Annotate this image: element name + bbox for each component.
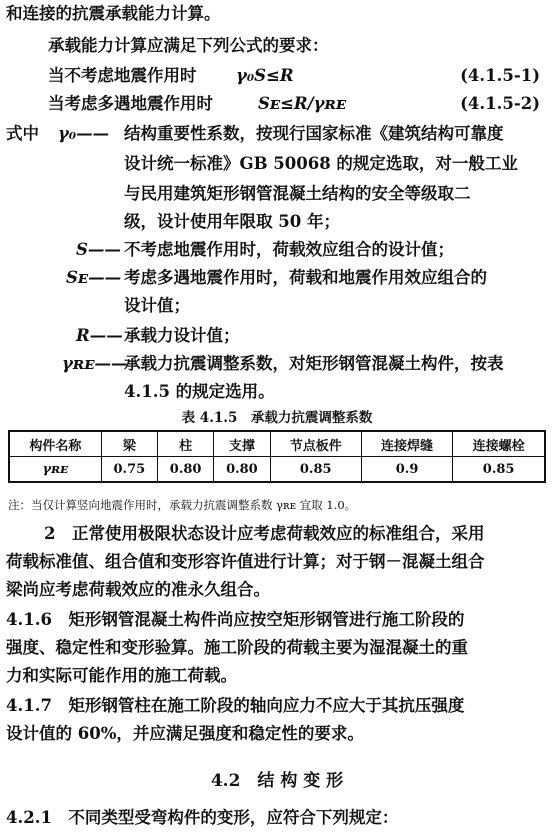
symbol-gamma-re: γʀᴇ—— bbox=[62, 354, 128, 373]
table-cell: γʀᴇ bbox=[9, 457, 101, 483]
text-line: 荷载标准值、组合值和变形容许值进行计算；对于钢－混凝土组合 bbox=[6, 552, 485, 571]
table-header-cell: 支撑 bbox=[214, 431, 270, 457]
clause-4-1-7: 4.1.7 矩形钢管柱在施工阶段的轴向应力不应大于其抗压强度 bbox=[6, 696, 465, 715]
clause-4-1-6: 4.1.6 矩形钢管混凝土构件尚应按空矩形钢管进行施工阶段的 bbox=[6, 610, 465, 629]
equation-number: (4.1.5-2) bbox=[460, 94, 540, 113]
coefficient-table bbox=[8, 430, 546, 483]
definition-text: 考虑多遇地震作用时，荷载和地震作用效应组合的 bbox=[124, 268, 487, 287]
table-header-cell: 梁 bbox=[101, 431, 157, 457]
clause-4-2-1: 4.2.1 不同类型受弯构件的变形，应符合下列规定： bbox=[6, 808, 399, 827]
table-cell: 0.75 bbox=[101, 457, 157, 483]
section-heading: 4.2 结 构 变 形 bbox=[210, 771, 344, 791]
definition-text: 结构重要性系数，按现行国家标准《建筑结构可靠度 bbox=[124, 124, 504, 143]
table-header-row bbox=[9, 431, 545, 457]
text-line: 强度、稳定性和变形验算。施工阶段的荷载主要为湿混凝土的重 bbox=[6, 638, 468, 657]
symbol-s: S—— bbox=[76, 240, 121, 259]
text-line: 2 正常使用极限状态设计应考虑荷载效应的标准组合，采用 bbox=[44, 524, 485, 543]
text-line: 承载能力计算应满足下列公式的要求： bbox=[48, 36, 329, 55]
definition-text: 4.1.5 的规定选用。 bbox=[124, 382, 275, 401]
text-line: 设计值的 60%，并应满足强度和稳定性的要求。 bbox=[6, 724, 364, 743]
table-caption: 表 4.1.5 承载力抗震调整系数 bbox=[181, 410, 373, 426]
text-line: 梁尚应考虑荷载效应的准永久组合。 bbox=[6, 580, 270, 599]
table-header-cell: 节点板件 bbox=[270, 431, 361, 457]
table-row bbox=[9, 457, 545, 483]
table-note: 注：当仅计算竖向地震作用时，承载力抗震调整系数 γʀᴇ 宜取 1.0。 bbox=[8, 498, 357, 512]
where-label: 式中 bbox=[6, 124, 39, 143]
definition-text: 承载力抗震调整系数，对矩形钢管混凝土构件，按表 bbox=[124, 354, 504, 373]
definition-text: 设计值； bbox=[124, 296, 190, 315]
equation-condition: 当不考虑地震作用时 bbox=[48, 66, 197, 85]
equation-formula: γ₀S≤R bbox=[236, 66, 294, 85]
table-cell: 0.80 bbox=[157, 457, 213, 483]
symbol-r: R—— bbox=[76, 326, 123, 345]
symbol-gamma0: γ₀—— bbox=[58, 124, 110, 143]
equation-number: (4.1.5-1) bbox=[460, 66, 540, 85]
symbol-se: Sᴇ—— bbox=[66, 268, 122, 287]
table-header-cell: 连接螺栓 bbox=[453, 431, 545, 457]
table-header-cell: 柱 bbox=[157, 431, 213, 457]
text-line: 力和实际可能作用的施工荷载。 bbox=[6, 666, 237, 685]
table-cell: 0.80 bbox=[214, 457, 270, 483]
table-header-cell: 连接焊缝 bbox=[361, 431, 452, 457]
definition-text: 不考虑地震作用时，荷载效应组合的设计值； bbox=[124, 240, 454, 259]
definition-text: 设计统一标准》GB 50068 的规定选取，对一般工业 bbox=[124, 154, 518, 173]
equation-condition: 当考虑多遇地震作用时 bbox=[48, 94, 213, 113]
table-cell: 0.9 bbox=[361, 457, 452, 483]
definition-text: 级，设计使用年限取 50 年； bbox=[124, 212, 340, 231]
definition-text: 承载力设计值； bbox=[124, 326, 240, 345]
table-cell: 0.85 bbox=[270, 457, 361, 483]
table-header-cell: 构件名称 bbox=[9, 431, 101, 457]
table-cell: 0.85 bbox=[453, 457, 545, 483]
text-line: 和连接的抗震承载能力计算。 bbox=[6, 4, 221, 23]
definition-text: 与民用建筑矩形钢管混凝土结构的安全等级取二 bbox=[124, 184, 471, 203]
equation-formula: Sᴇ≤R/γʀᴇ bbox=[258, 94, 347, 113]
